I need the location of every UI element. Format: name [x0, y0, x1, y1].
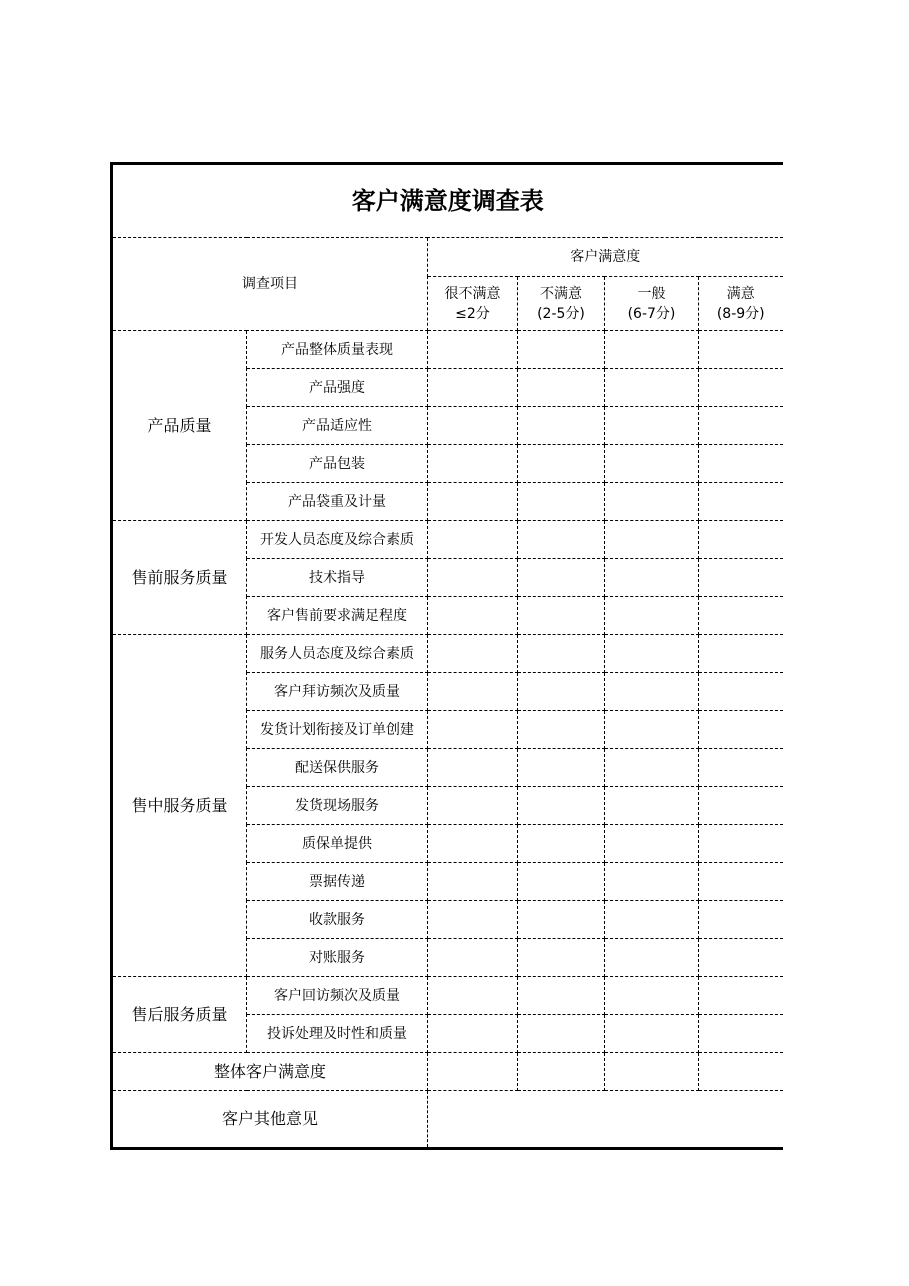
rating-cell[interactable]: [605, 1015, 699, 1053]
rating-cell[interactable]: [699, 407, 783, 445]
rating-cell[interactable]: [428, 369, 518, 407]
rating-cell[interactable]: [699, 331, 783, 369]
survey-item-label: 客户回访频次及质量: [247, 977, 428, 1015]
rating-cell[interactable]: [605, 1053, 699, 1091]
rating-cell[interactable]: [605, 939, 699, 977]
rating-cell[interactable]: [699, 597, 783, 635]
category-label: 售后服务质量: [112, 977, 247, 1053]
rating-cell[interactable]: [518, 749, 605, 787]
rating-header: [605, 277, 699, 331]
rating-cell[interactable]: [428, 977, 518, 1015]
rating-cell[interactable]: [428, 1015, 518, 1053]
survey-item-label: 发货计划衔接及订单创建: [247, 711, 428, 749]
rating-cell[interactable]: [518, 1015, 605, 1053]
rating-cell[interactable]: [428, 711, 518, 749]
rating-cell[interactable]: [605, 369, 699, 407]
rating-cell[interactable]: [428, 749, 518, 787]
table-row: [112, 635, 783, 673]
rating-cell[interactable]: [699, 673, 783, 711]
rating-cell[interactable]: [518, 369, 605, 407]
rating-cell[interactable]: [428, 483, 518, 521]
rating-cell[interactable]: [428, 1053, 518, 1091]
survey-item-header: 调查项目: [112, 238, 428, 331]
survey-table: [110, 162, 783, 1150]
survey-item-label: 票据传递: [247, 863, 428, 901]
rating-cell[interactable]: [605, 901, 699, 939]
rating-cell[interactable]: [699, 787, 783, 825]
rating-cell[interactable]: [605, 673, 699, 711]
rating-label: 一般: [637, 285, 666, 302]
rating-cell[interactable]: [428, 445, 518, 483]
rating-cell[interactable]: [428, 635, 518, 673]
table-row: [112, 977, 783, 1015]
rating-label: 很不满意: [444, 285, 501, 302]
rating-cell[interactable]: [518, 445, 605, 483]
rating-cell[interactable]: [518, 711, 605, 749]
rating-cell[interactable]: [605, 521, 699, 559]
rating-cell[interactable]: [518, 977, 605, 1015]
table-row: [112, 331, 783, 369]
rating-cell[interactable]: [699, 749, 783, 787]
survey-item-label: 产品适应性: [247, 407, 428, 445]
rating-cell[interactable]: [518, 863, 605, 901]
rating-cell[interactable]: [605, 331, 699, 369]
overall-row: [112, 1053, 783, 1091]
rating-cell[interactable]: [518, 635, 605, 673]
rating-cell[interactable]: [518, 673, 605, 711]
rating-range: ≤2分: [455, 305, 490, 322]
survey-sheet: [110, 162, 781, 1152]
rating-cell[interactable]: [699, 863, 783, 901]
rating-cell[interactable]: [699, 711, 783, 749]
rating-cell[interactable]: [605, 863, 699, 901]
rating-cell[interactable]: [428, 939, 518, 977]
rating-cell[interactable]: [428, 863, 518, 901]
rating-cell[interactable]: [428, 787, 518, 825]
rating-cell[interactable]: [518, 825, 605, 863]
overall-satisfaction-label: 整体客户满意度: [112, 1053, 428, 1091]
rating-cell[interactable]: [428, 331, 518, 369]
rating-cell[interactable]: [699, 1015, 783, 1053]
survey-item-label: 发货现场服务: [247, 787, 428, 825]
rating-cell[interactable]: [605, 787, 699, 825]
rating-cell[interactable]: [699, 445, 783, 483]
rating-cell[interactable]: [605, 749, 699, 787]
rating-range: (8-9分): [716, 305, 765, 322]
category-label: 售中服务质量: [112, 635, 247, 977]
rating-cell[interactable]: [518, 787, 605, 825]
survey-item-label: 技术指导: [247, 559, 428, 597]
satisfaction-header: 客户满意度: [428, 238, 783, 277]
other-comments-field[interactable]: [428, 1091, 783, 1149]
page-title: 客户满意度调查表: [112, 164, 783, 238]
rating-cell[interactable]: [605, 445, 699, 483]
rating-cell[interactable]: [699, 939, 783, 977]
rating-cell[interactable]: [605, 483, 699, 521]
rating-cell[interactable]: [518, 331, 605, 369]
rating-cell[interactable]: [428, 521, 518, 559]
rating-cell[interactable]: [428, 673, 518, 711]
category-label: 产品质量: [112, 331, 247, 521]
rating-label: 满意: [726, 285, 755, 302]
rating-cell[interactable]: [518, 939, 605, 977]
rating-cell[interactable]: [699, 559, 783, 597]
rating-cell[interactable]: [605, 407, 699, 445]
rating-cell[interactable]: [699, 977, 783, 1015]
survey-item-label: 产品袋重及计量: [247, 483, 428, 521]
other-comments-row: [112, 1091, 783, 1149]
rating-cell[interactable]: [518, 407, 605, 445]
rating-cell[interactable]: [605, 711, 699, 749]
rating-cell[interactable]: [699, 1053, 783, 1091]
survey-item-label: 质保单提供: [247, 825, 428, 863]
survey-item-label: 客户售前要求满足程度: [247, 597, 428, 635]
rating-range: (6-7分): [627, 305, 676, 322]
rating-cell[interactable]: [428, 597, 518, 635]
rating-cell[interactable]: [518, 521, 605, 559]
survey-item-label: 对账服务: [247, 939, 428, 977]
rating-cell[interactable]: [518, 483, 605, 521]
rating-cell[interactable]: [699, 825, 783, 863]
rating-cell[interactable]: [605, 597, 699, 635]
survey-item-label: 配送保供服务: [247, 749, 428, 787]
rating-cell[interactable]: [699, 521, 783, 559]
other-comments-label: 客户其他意见: [112, 1091, 428, 1149]
category-label: 售前服务质量: [112, 521, 247, 635]
rating-cell[interactable]: [605, 825, 699, 863]
rating-cell[interactable]: [428, 407, 518, 445]
rating-cell[interactable]: [428, 559, 518, 597]
survey-item-label: 投诉处理及时性和质量: [247, 1015, 428, 1053]
rating-cell[interactable]: [518, 1053, 605, 1091]
survey-item-label: 服务人员态度及综合素质: [247, 635, 428, 673]
rating-cell[interactable]: [699, 369, 783, 407]
rating-cell[interactable]: [428, 901, 518, 939]
survey-item-label: 客户拜访频次及质量: [247, 673, 428, 711]
survey-item-label: 产品强度: [247, 369, 428, 407]
rating-cell[interactable]: [428, 825, 518, 863]
rating-label: 不满意: [540, 285, 582, 302]
rating-cell[interactable]: [518, 597, 605, 635]
survey-item-label: 开发人员态度及综合素质: [247, 521, 428, 559]
rating-cell[interactable]: [699, 483, 783, 521]
rating-header: [428, 277, 518, 331]
rating-cell[interactable]: [605, 559, 699, 597]
survey-item-label: 收款服务: [247, 901, 428, 939]
rating-range: (2-5分): [537, 305, 585, 322]
rating-header: [699, 277, 783, 331]
rating-cell[interactable]: [699, 635, 783, 673]
rating-cell[interactable]: [518, 559, 605, 597]
rating-cell[interactable]: [699, 901, 783, 939]
rating-cell[interactable]: [518, 901, 605, 939]
survey-item-label: 产品整体质量表现: [247, 331, 428, 369]
rating-cell[interactable]: [605, 635, 699, 673]
rating-cell[interactable]: [605, 977, 699, 1015]
survey-item-label: 产品包装: [247, 445, 428, 483]
table-row: [112, 521, 783, 559]
rating-header: [518, 277, 605, 331]
